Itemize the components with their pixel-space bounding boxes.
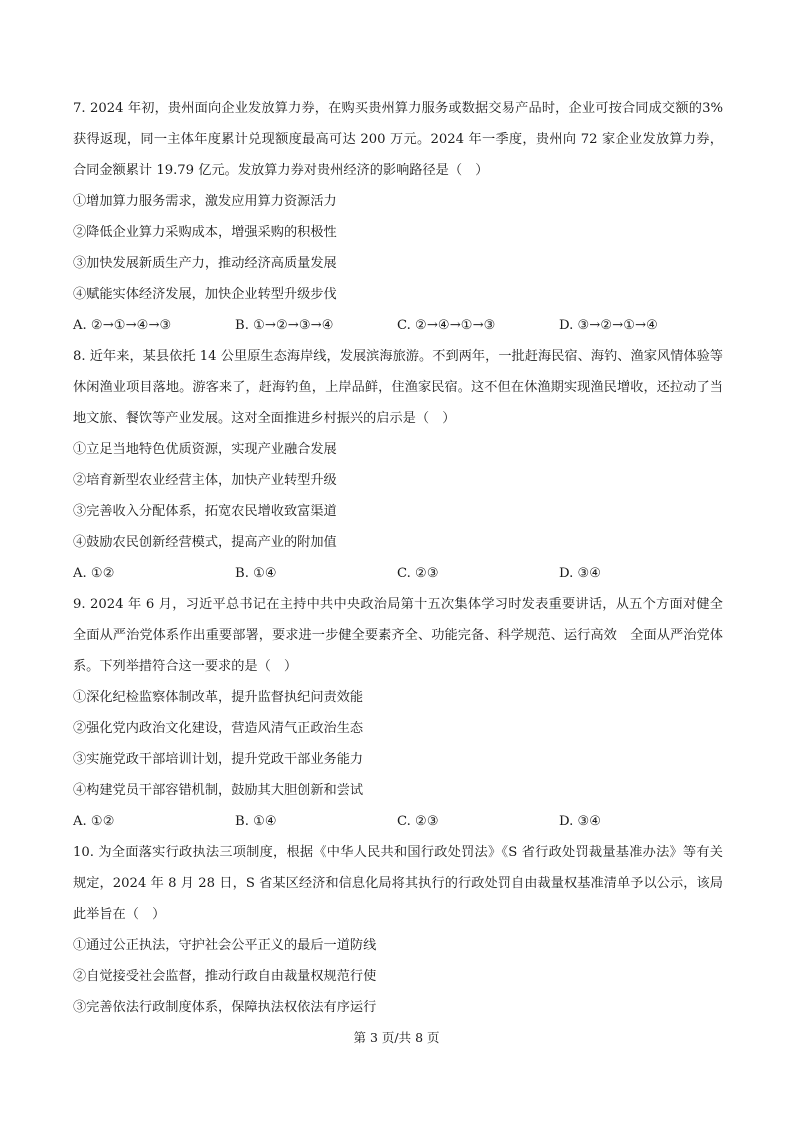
answer-choices bbox=[73, 558, 723, 589]
question-8 bbox=[73, 341, 723, 589]
choice-a: A. ①② bbox=[73, 566, 115, 581]
choice-c: C. ②③ bbox=[397, 814, 439, 829]
statement-option: ①增加算力服务需求，激发应用算力资源活力 bbox=[73, 194, 337, 209]
statement-option: ①深化纪检监察体制改革，提升监督执纪问责效能 bbox=[73, 690, 364, 705]
question-stem: 10. 为全面落实行政执法三项制度，根据《中华人民共和国行政处罚法》《S 省行政处罚裁量基准办法》等有关规定，2024 年 8 月 28 日，S 省某区经济和信息化局将其执行的行政处罚自由裁量权基准清单予以公示，该局此举旨在（ ） bbox=[73, 845, 723, 922]
page-content bbox=[73, 93, 723, 1023]
question-stem: 7. 2024 年初，贵州面向企业发放算力券，在购买贵州算力服务或数据交易产品时，企业可按合同成交额的3%获得返现，同一主体年度累计兑现额度最高可达 200 万元。2024 年一季度，贵州向 72 家企业发放算力券，合同金额累计 19.79 亿元。发放算力券对贵州经济的影响路径是（ ） bbox=[73, 101, 723, 178]
question-7 bbox=[73, 93, 723, 341]
statement-option: ②自觉接受社会监督，推动行政自由裁量权规范行使 bbox=[73, 969, 377, 984]
choice-b: B. ①④ bbox=[235, 814, 277, 829]
choice-c: C. ②→④→①→③ bbox=[397, 318, 496, 333]
choice-d: D. ③→②→①→④ bbox=[559, 318, 658, 333]
statement-option: ④赋能实体经济发展，加快企业转型升级步伐 bbox=[73, 287, 337, 302]
choice-a: A. ②→①→④→③ bbox=[73, 318, 172, 333]
statement-option: ③完善收入分配体系，拓宽农民增收致富渠道 bbox=[73, 504, 337, 519]
statement-option: ①通过公正执法，守护社会公平正义的最后一道防线 bbox=[73, 938, 377, 953]
choice-b: B. ①④ bbox=[235, 566, 277, 581]
statement-option: ③实施党政干部培训计划，提升党政干部业务能力 bbox=[73, 752, 364, 767]
statement-option: ④构建党员干部容错机制，鼓励其大胆创新和尝试 bbox=[73, 783, 364, 798]
statement-option: ②降低企业算力采购成本，增强采购的积极性 bbox=[73, 225, 337, 240]
answer-choices bbox=[73, 310, 723, 341]
choice-d: D. ③④ bbox=[559, 566, 602, 581]
statement-option: ④鼓励农民创新经营模式，提高产业的附加值 bbox=[73, 535, 337, 550]
choice-c: C. ②③ bbox=[397, 566, 439, 581]
answer-choices bbox=[73, 806, 723, 837]
choice-b: B. ①→②→③→④ bbox=[235, 318, 334, 333]
statement-option: ②强化党内政治文化建设，营造风清气正政治生态 bbox=[73, 721, 364, 736]
statement-option: ③加快发展新质生产力，推动经济高质量发展 bbox=[73, 256, 337, 271]
question-9 bbox=[73, 589, 723, 837]
question-stem: 8. 近年来，某县依托 14 公里原生态海岸线，发展滨海旅游。不到两年，一批赶海民宿、海钓、渔家风情体验等休闲渔业项目落地。游客来了，赶海钓鱼，上岸品鲜，住渔家民宿。这不但在休渔期实现渔民增收，还拉动了当地文旅、餐饮等产业发展。这对全面推进乡村振兴的启示是（ ） bbox=[73, 349, 723, 426]
choice-d: D. ③④ bbox=[559, 814, 602, 829]
page-number-footer: 第 3 页/共 8 页 bbox=[353, 1030, 440, 1045]
question-10 bbox=[73, 837, 723, 1023]
statement-option: ①立足当地特色优质资源，实现产业融合发展 bbox=[73, 442, 337, 457]
statement-option: ②培育新型农业经营主体，加快产业转型升级 bbox=[73, 473, 337, 488]
question-stem: 9. 2024 年 6 月，习近平总书记在主持中共中央政治局第十五次集体学习时发表重要讲话，从五个方面对健全全面从严治党体系作出重要部署，要求进一步健全要素齐全、功能完备、科学规范、运行高效 全面从严治党体系。下列举措符合这一要求的是（ ） bbox=[73, 597, 723, 674]
statement-option: ③完善依法行政制度体系，保障执法权依法有序运行 bbox=[73, 1000, 377, 1015]
choice-a: A. ①② bbox=[73, 814, 115, 829]
